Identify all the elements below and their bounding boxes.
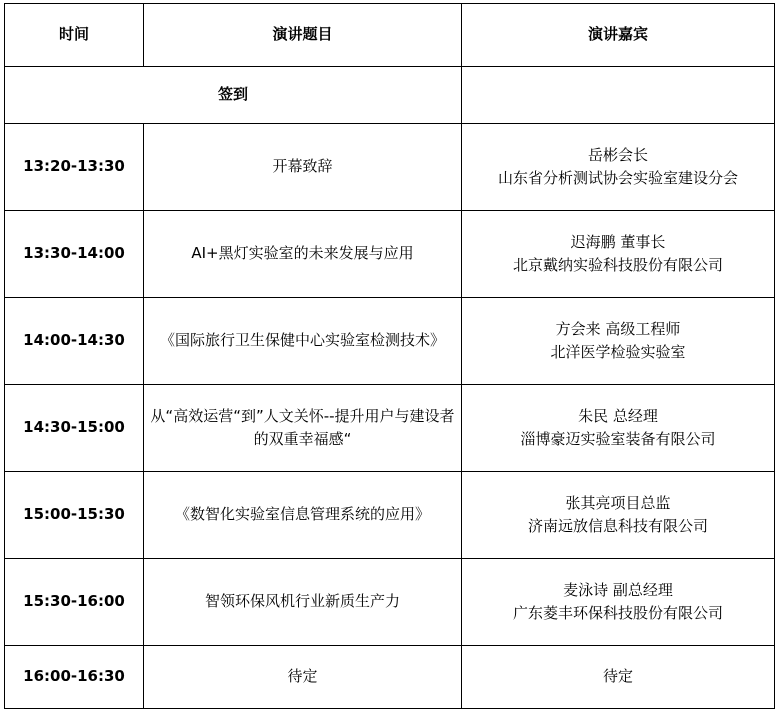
row-topic: AI+黑灯实验室的未来发展与应用 xyxy=(144,211,462,298)
row-topic: 《国际旅行卫生保健中心实验室检测技术》 xyxy=(144,298,462,385)
row-guest-name: 岳彬会长 xyxy=(587,145,648,164)
row-guest xyxy=(462,211,775,298)
table-row xyxy=(5,211,775,298)
table-row xyxy=(5,385,775,472)
row-guest: 待定 xyxy=(462,646,775,709)
column-header-time: 时间 xyxy=(5,4,144,67)
row-guest xyxy=(462,472,775,559)
row-topic: 《数智化实验室信息管理系统的应用》 xyxy=(144,472,462,559)
row-guest-org: 淄博豪迈实验室装备有限公司 xyxy=(520,430,716,448)
column-header-guest: 演讲嘉宾 xyxy=(462,4,775,67)
row-time: 15:00-15:30 xyxy=(5,472,144,559)
row-guest-org: 山东省分析测试协会实验室建设分会 xyxy=(497,169,738,187)
row-guest xyxy=(462,124,775,211)
row-guest-org: 北洋医学检验实验室 xyxy=(550,343,686,361)
table-row xyxy=(5,124,775,211)
row-time: 13:20-13:30 xyxy=(5,124,144,211)
table-row xyxy=(5,646,775,709)
row-guest xyxy=(462,298,775,385)
table-row xyxy=(5,559,775,646)
row-topic: 待定 xyxy=(144,646,462,709)
row-guest-name: 朱民 总经理 xyxy=(578,406,658,425)
row-guest-name: 张其亮项目总监 xyxy=(565,493,671,512)
row-time: 14:00-14:30 xyxy=(5,298,144,385)
row-guest xyxy=(462,559,775,646)
row-topic: 从“高效运营“到”人文关怀--提升用户与建设者的双重幸福感“ xyxy=(144,385,462,472)
row-guest-name: 方会来 高级工程师 xyxy=(555,319,681,338)
signin-row xyxy=(5,67,775,124)
row-guest-org: 济南远放信息科技有限公司 xyxy=(527,517,708,535)
row-time: 13:30-14:00 xyxy=(5,211,144,298)
row-topic: 开幕致辞 xyxy=(144,124,462,211)
row-time: 14:30-15:00 xyxy=(5,385,144,472)
row-guest-name: 麦泳诗 副总经理 xyxy=(563,580,673,599)
table-header-row xyxy=(5,4,775,67)
signin-label: 签到 xyxy=(5,67,462,124)
column-header-topic: 演讲题目 xyxy=(144,4,462,67)
row-guest-name: 迟海鹏 董事长 xyxy=(570,232,666,251)
row-time: 15:30-16:00 xyxy=(5,559,144,646)
row-guest-org: 北京戴纳实验科技股份有限公司 xyxy=(512,256,723,274)
row-guest-org: 广东菱丰环保科技股份有限公司 xyxy=(512,604,723,622)
table-row xyxy=(5,298,775,385)
row-guest xyxy=(462,385,775,472)
table-row xyxy=(5,472,775,559)
signin-empty-cell xyxy=(462,67,775,124)
row-time: 16:00-16:30 xyxy=(5,646,144,709)
row-topic: 智领环保风机行业新质生产力 xyxy=(144,559,462,646)
agenda-table xyxy=(4,3,775,709)
